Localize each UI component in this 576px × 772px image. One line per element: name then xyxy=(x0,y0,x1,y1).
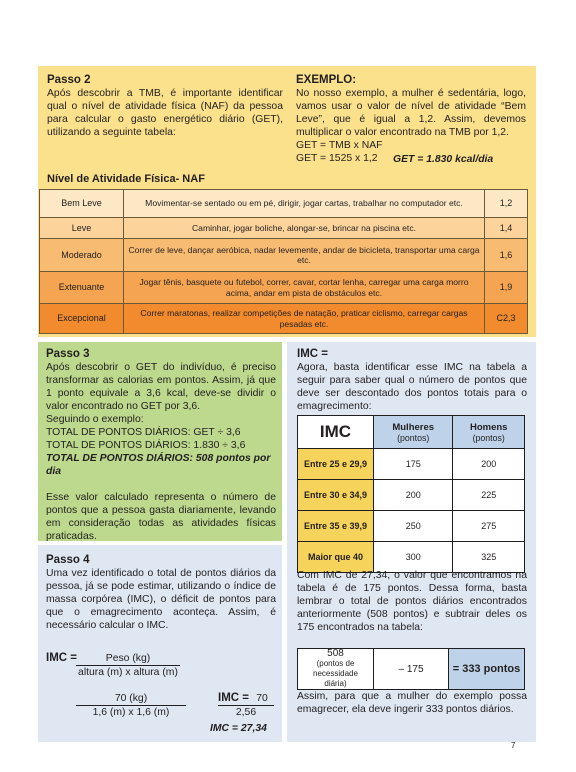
naf-row xyxy=(40,304,528,334)
passo3-example-formula: TOTAL DE PONTOS DIÁRIOS: GET ÷ 3,6 xyxy=(46,427,241,438)
imc-range: Maior que 40 xyxy=(298,542,374,573)
naf-row xyxy=(40,272,528,304)
example-title: EXEMPLO: xyxy=(296,74,357,86)
points-calc-total xyxy=(298,649,374,690)
naf-description: Movimentar-se sentado ou em pé, dirigir, jogar cartas, trabalhar no computador etc. xyxy=(124,190,485,218)
naf-description: Jogar tênis, basquete ou futebol, correr, cavar, cortar lenha, carregar uma carga morro acima, andar em pista de obstáculos etc. xyxy=(124,272,485,304)
imc-range: Entre 30 e 34,9 xyxy=(298,480,374,511)
imc-row xyxy=(298,542,525,573)
imc-formula-label: IMC = xyxy=(46,652,77,664)
naf-level: Bem Leve xyxy=(40,190,124,218)
passo3-text: Após descobrir o GET do indivíduo, é preciso transformar as calorias em pontos. Assim, já que 1 ponto equivale a 3,6 kcal, deve-se dividir o valor encontrado no GET por 3,6. xyxy=(46,362,276,412)
imc-table-men-header xyxy=(453,416,525,449)
example-text: No nosso exemplo, a mulher é sedentária, logo, vamos usar o valor de nível de atividade “Bem Leve”, que é igual a 1,2. Assim, devemos multiplicar o valor encontrado na TMB por 1,2. xyxy=(296,88,526,138)
imc-row xyxy=(298,449,525,480)
passo2-block xyxy=(47,73,283,139)
naf-table xyxy=(39,189,528,334)
naf-description: Correr de leve, dançar aeróbica, nadar levemente, andar de bicicleta, transportar uma carga etc. xyxy=(124,239,485,272)
men-header-label: Homens xyxy=(469,421,508,433)
naf-value: 1,6 xyxy=(485,239,528,272)
imc-men-points: 275 xyxy=(453,511,525,542)
passo3-block xyxy=(46,347,276,543)
imc-calc-numerator: 70 (kg) xyxy=(114,693,148,704)
naf-value: C2,3 xyxy=(485,304,528,334)
imc-formula-numerator: Peso (kg) xyxy=(105,653,151,664)
points-calc-table xyxy=(297,648,525,690)
imc-range: Entre 35 e 39,9 xyxy=(298,511,374,542)
imc-row xyxy=(298,511,525,542)
points-calc-total-sub: (pontos de necessidade diária) xyxy=(313,659,358,688)
imc-women-points: 200 xyxy=(374,480,453,511)
naf-value: 1,9 xyxy=(485,272,528,304)
imc-intro-block xyxy=(297,347,527,413)
passo3-result: TOTAL DE PONTOS DIÁRIOS: 508 pontos por dia xyxy=(46,453,271,477)
imc-text-3: Assim, para que a mulher do exemplo possa emagrecer, ela deve ingerir 333 pontos diários. xyxy=(297,691,527,715)
naf-table-title: Nível de Atividade Física- NAF xyxy=(47,173,205,185)
imc-title: IMC = xyxy=(297,348,328,360)
imc-text-2: Com IMC de 27,34, o valor que encontramos na tabela é de 175 pontos. Dessa forma, basta lembrar o total de pontos diários encontrados anteriormente (508 pontos) e subtrair deles os 175 encontrados na tabela: xyxy=(297,570,527,633)
imc-men-points: 225 xyxy=(453,480,525,511)
naf-row xyxy=(40,218,528,239)
men-header-sub: (pontos) xyxy=(472,432,505,443)
women-header-sub: (pontos) xyxy=(397,432,430,443)
imc-men-points: 200 xyxy=(453,449,525,480)
passo4-block xyxy=(46,553,276,632)
imc-text: Agora, basta identificar esse IMC na tabela a seguir para saber qual o número de pontos que deve ser descontado dos pontos totais para o emagrecimento: xyxy=(297,362,527,412)
naf-description: Correr maratonas, realizar competições de natação, praticar ciclismo, carregar cargas pesadas etc. xyxy=(124,304,485,334)
naf-level: Moderado xyxy=(40,239,124,272)
imc-result: IMC = 27,34 xyxy=(210,723,267,734)
example-equation-2: GET = 1525 x 1,2 xyxy=(296,153,378,164)
passo3-example-intro: Seguindo o exemplo: xyxy=(46,414,144,425)
naf-level: Leve xyxy=(40,218,124,239)
naf-row xyxy=(40,239,528,272)
naf-description: Caminhar, jogar boliche, alongar-se, brincar na piscina etc. xyxy=(124,218,485,239)
imc-points-table xyxy=(297,415,525,573)
imc-table-corner: IMC xyxy=(298,416,374,449)
points-calc-total-value: 508 xyxy=(327,648,344,659)
passo3-example-calc: TOTAL DE PONTOS DIÁRIOS: 1.830 ÷ 3,6 xyxy=(46,440,246,451)
imc-table-women-header xyxy=(374,416,453,449)
imc-calc2-label: IMC = xyxy=(218,692,249,704)
women-header-label: Mulheres xyxy=(392,421,435,433)
passo3-title: Passo 3 xyxy=(46,348,90,360)
imc-women-points: 175 xyxy=(374,449,453,480)
passo4-title: Passo 4 xyxy=(46,554,90,566)
passo2-title: Passo 2 xyxy=(47,74,91,86)
passo3-text-2: Esse valor calculado representa o número de pontos que a pessoa gasta diariamente, levando em consideração todas as atividades físicas praticadas. xyxy=(46,492,276,542)
naf-level: Extenuante xyxy=(40,272,124,304)
imc-formula-denominator: altura (m) x altura (m) xyxy=(78,667,178,678)
naf-value: 1,4 xyxy=(485,218,528,239)
page-number: 7 xyxy=(511,741,516,750)
passo4-text: Uma vez identificado o total de pontos diários da pessoa, já se pode estimar, utilizando o índice de massa corpórea (IMC), o déficit de pontos para que o emagrecimento aconteça. Assim, é necessário calcular o IMC. xyxy=(46,568,276,631)
imc-women-points: 250 xyxy=(374,511,453,542)
naf-row xyxy=(40,190,528,218)
example-result: GET = 1.830 kcal/dia xyxy=(393,154,494,165)
imc-row xyxy=(298,480,525,511)
imc-women-points: 300 xyxy=(374,542,453,573)
naf-level: Excepcional xyxy=(40,304,124,334)
imc-calc2-numerator: 70 xyxy=(256,693,268,704)
example-equation-1: GET = TMB x NAF xyxy=(296,140,383,151)
imc-calc-denominator: 1,6 (m) x 1,6 (m) xyxy=(92,707,170,718)
imc-range: Entre 25 e 29,9 xyxy=(298,449,374,480)
naf-value: 1,2 xyxy=(485,190,528,218)
points-calc-minus: – 175 xyxy=(374,649,449,690)
example-block xyxy=(296,73,526,165)
passo2-text: Após descobrir a TMB, é importante identificar qual o nível de atividade física (NAF) da pessoa para calcular o gasto energético diário (GET), utilizando a seguinte tabela: xyxy=(47,88,283,138)
imc-men-points: 325 xyxy=(453,542,525,573)
imc-calc2-denominator: 2,56 xyxy=(235,707,257,718)
points-calc-result: = 333 pontos xyxy=(449,649,525,690)
